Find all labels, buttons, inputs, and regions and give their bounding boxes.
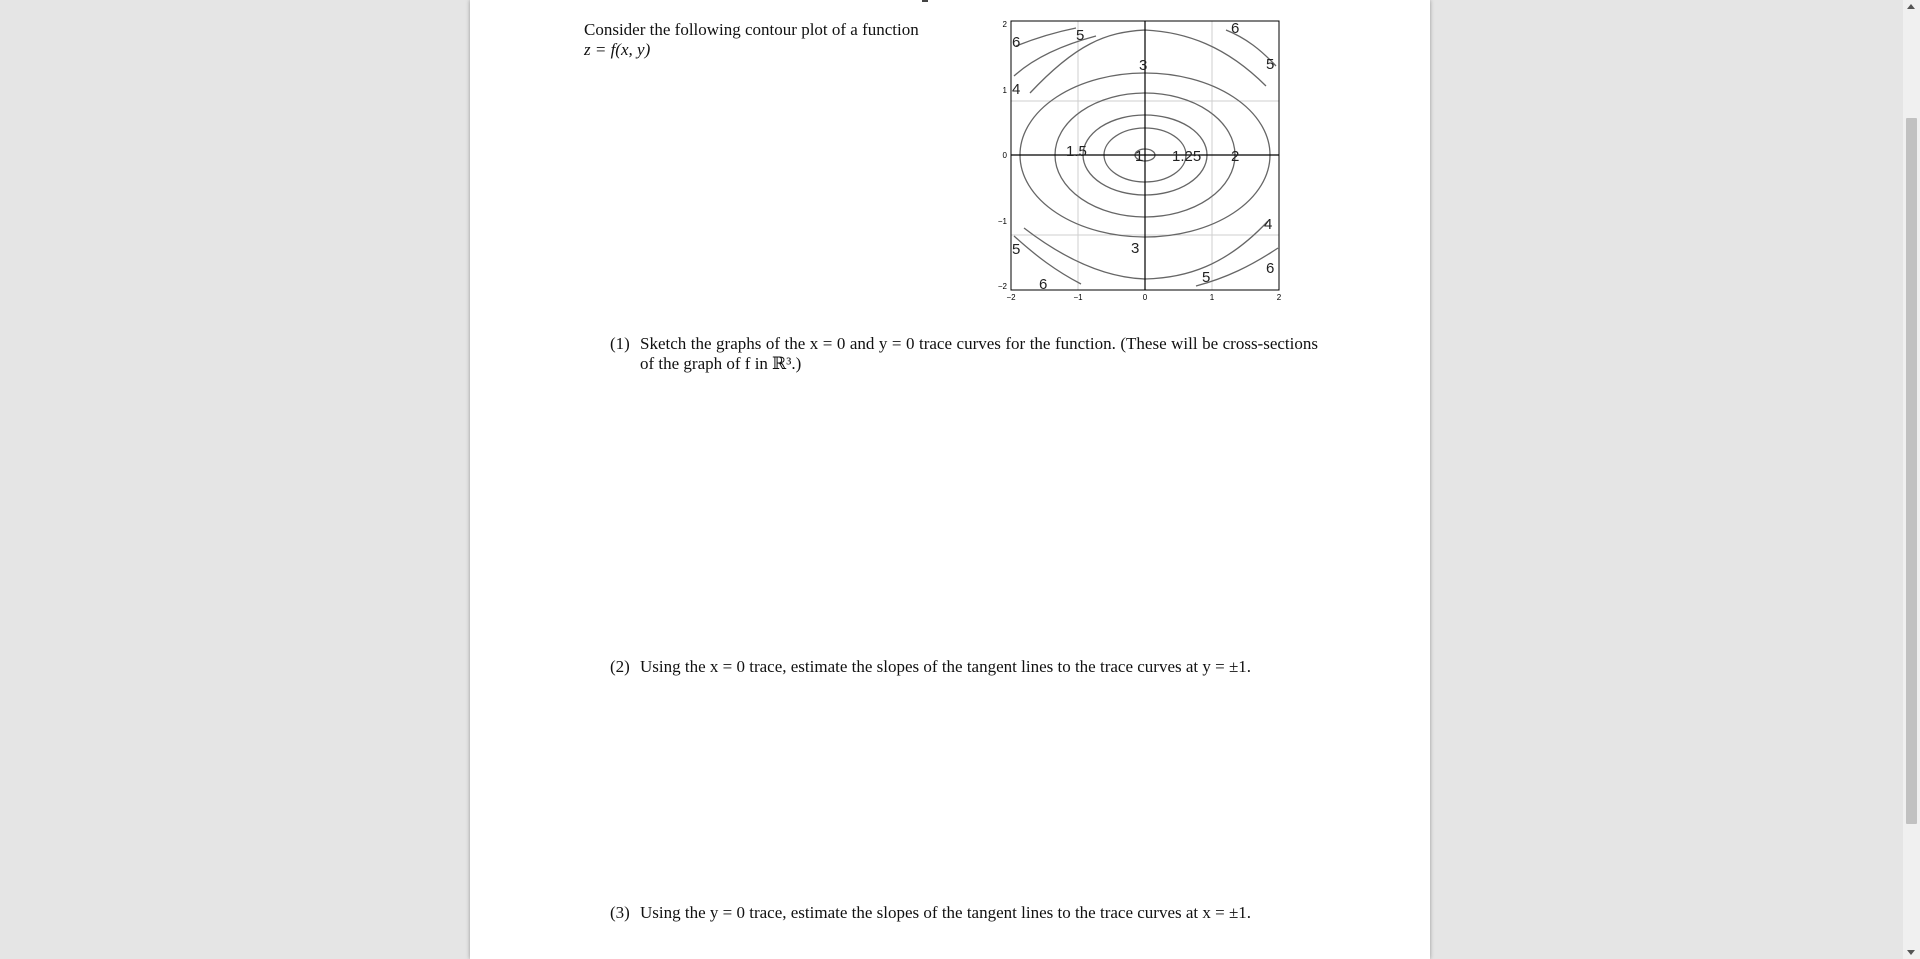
question-1 bbox=[610, 334, 1318, 374]
y-tick-label: 2 bbox=[1002, 20, 1007, 29]
question-text: Using the y = 0 trace, estimate the slopes of the tangent lines to the trace curves at x = ±1. bbox=[640, 903, 1252, 922]
contour-label: 5 bbox=[1202, 269, 1211, 286]
contour-labels bbox=[1012, 20, 1274, 293]
contour-label: 6 bbox=[1266, 260, 1275, 277]
scrollbar-thumb[interactable] bbox=[1906, 118, 1917, 824]
contour-plot-svg bbox=[996, 16, 1286, 306]
contour-label: 1.25 bbox=[1172, 148, 1202, 165]
contour-label: 5 bbox=[1012, 241, 1021, 258]
question-2 bbox=[610, 657, 1318, 677]
intro-text: Consider the following contour plot of a function bbox=[584, 20, 919, 39]
contour-label: 6 bbox=[1039, 276, 1048, 293]
contour-label: 2 bbox=[1231, 148, 1240, 165]
x-tick-label: −2 bbox=[1006, 293, 1016, 302]
question-number: (3) bbox=[610, 903, 630, 922]
intro-paragraph bbox=[584, 20, 984, 60]
x-tick-label: −1 bbox=[1073, 293, 1083, 302]
contour-label: 5 bbox=[1076, 27, 1085, 44]
contour-label: 4 bbox=[1264, 216, 1273, 233]
x-tick-label: 2 bbox=[1276, 293, 1282, 302]
question-3 bbox=[610, 903, 1318, 923]
scroll-down-arrow-icon[interactable] bbox=[1907, 950, 1915, 955]
contour-plot bbox=[996, 16, 1286, 306]
contour-label: 1 bbox=[1135, 148, 1144, 165]
document-page bbox=[470, 0, 1430, 959]
contour-label: 3 bbox=[1131, 240, 1140, 257]
x-tick-label: 1 bbox=[1209, 293, 1215, 302]
question-number: (1) bbox=[610, 334, 630, 353]
question-text: Sketch the graphs of the x = 0 and y = 0 trace curves for the function. (These will be cross-sections of the graph of f in ℝ³.) bbox=[640, 334, 1318, 373]
vertical-scrollbar[interactable] bbox=[1903, 0, 1920, 959]
question-text: Using the x = 0 trace, estimate the slopes of the tangent lines to the trace curves at y = ±1. bbox=[640, 657, 1252, 676]
page-top-mark bbox=[922, 0, 928, 2]
contour-label: 4 bbox=[1012, 81, 1021, 98]
contour-label: 3 bbox=[1139, 57, 1148, 74]
scroll-up-arrow-icon[interactable] bbox=[1907, 4, 1915, 9]
contour-label: 5 bbox=[1266, 56, 1275, 73]
contour-label: 6 bbox=[1012, 34, 1021, 51]
y-tick-label: 0 bbox=[1002, 151, 1007, 160]
contour-label: 1.5 bbox=[1066, 143, 1087, 160]
x-tick-label: 0 bbox=[1142, 293, 1148, 302]
y-tick-label: −2 bbox=[997, 282, 1007, 291]
y-tick-label: 1 bbox=[1002, 86, 1007, 95]
contour-label: 6 bbox=[1231, 20, 1240, 37]
intro-formula: z = f(x, y) bbox=[584, 40, 651, 59]
y-tick-label: −1 bbox=[997, 217, 1007, 226]
question-number: (2) bbox=[610, 657, 630, 676]
